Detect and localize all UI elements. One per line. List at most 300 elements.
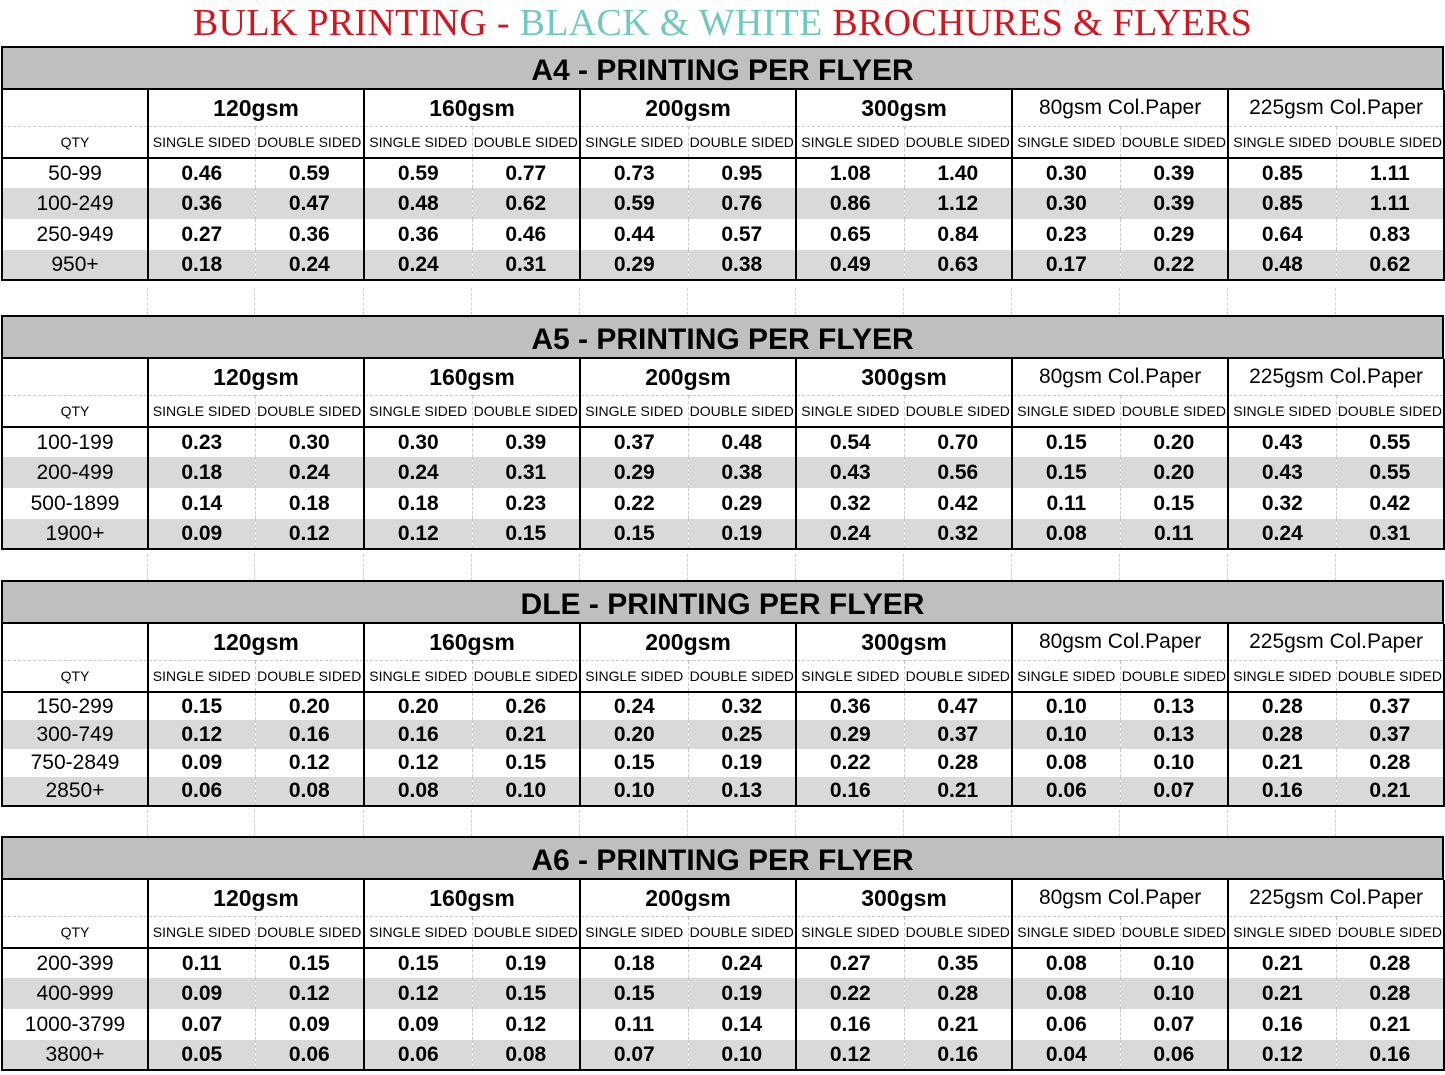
price-cell: 0.55 [1336, 457, 1444, 488]
price-cell: 0.08 [1012, 978, 1120, 1009]
price-cell: 0.21 [1228, 978, 1336, 1009]
gridline [254, 288, 255, 315]
price-cell: 0.16 [796, 777, 904, 806]
price-cell: 0.49 [796, 250, 904, 280]
price-cell: 0.23 [472, 488, 580, 519]
price-cell: 0.18 [364, 488, 472, 519]
gridline [1011, 810, 1012, 836]
price-cell: 1.08 [796, 158, 904, 188]
empty-header-cell [2, 624, 148, 661]
qty-cell: 100-199 [2, 427, 148, 457]
paper-type-header: 300gsm [796, 90, 1012, 127]
price-cell: 0.09 [148, 749, 255, 777]
price-cell: 0.12 [472, 1009, 580, 1040]
price-cell: 0.12 [255, 749, 364, 777]
paper-type-header: 160gsm [364, 880, 580, 917]
price-cell: 1.11 [1336, 188, 1444, 219]
price-cell: 0.32 [688, 692, 796, 720]
gridline [1011, 288, 1012, 315]
price-cell: 0.24 [255, 457, 364, 488]
price-cell: 0.30 [1012, 188, 1120, 219]
price-table [1, 624, 1445, 807]
price-cell: 0.24 [1228, 519, 1336, 549]
price-cell: 0.11 [1120, 519, 1228, 549]
price-cell: 0.15 [1120, 488, 1228, 519]
gridline [903, 288, 904, 315]
price-cell: 0.24 [796, 519, 904, 549]
qty-cell: 150-299 [2, 692, 148, 720]
gridline [1119, 554, 1120, 580]
gridline [363, 810, 364, 836]
price-cell: 0.11 [148, 948, 255, 978]
price-cell: 0.09 [148, 519, 255, 549]
price-table [1, 880, 1445, 1071]
qty-header: QTY [2, 396, 148, 428]
table-row [2, 219, 1444, 250]
section-spacer [1, 288, 1444, 315]
price-cell: 0.06 [1012, 1009, 1120, 1040]
gridline [687, 554, 688, 580]
price-cell: 0.15 [1012, 457, 1120, 488]
price-cell: 0.29 [1120, 219, 1228, 250]
paper-type-header: 225gsm Col.Paper [1228, 90, 1444, 127]
price-cell: 0.22 [796, 978, 904, 1009]
price-cell: 0.10 [1012, 692, 1120, 720]
paper-type-header: 225gsm Col.Paper [1228, 880, 1444, 917]
paper-type-header: 200gsm [580, 359, 796, 396]
double-sided-header: DOUBLE SIDED [688, 917, 796, 949]
price-cell: 0.30 [255, 427, 364, 457]
price-cell: 0.15 [148, 692, 255, 720]
price-cell: 0.15 [580, 978, 688, 1009]
price-cell: 0.32 [904, 519, 1012, 549]
price-cell: 0.12 [364, 519, 472, 549]
single-sided-header: SINGLE SIDED [796, 396, 904, 428]
price-cell: 0.06 [364, 1040, 472, 1070]
price-section [1, 580, 1444, 807]
single-sided-header: SINGLE SIDED [1012, 917, 1120, 949]
qty-cell: 1900+ [2, 519, 148, 549]
double-sided-header: DOUBLE SIDED [472, 917, 580, 949]
table-row [2, 720, 1444, 749]
gridline [471, 554, 472, 580]
price-cell: 0.44 [580, 219, 688, 250]
paper-type-row [2, 90, 1444, 127]
price-cell: 0.15 [580, 749, 688, 777]
price-cell: 0.83 [1336, 219, 1444, 250]
price-cell: 0.76 [688, 188, 796, 219]
paper-type-header: 120gsm [148, 359, 364, 396]
double-sided-header: DOUBLE SIDED [1120, 127, 1228, 159]
single-sided-header: SINGLE SIDED [1228, 396, 1336, 428]
price-cell: 1.40 [904, 158, 1012, 188]
gridline [579, 554, 580, 580]
double-sided-header: DOUBLE SIDED [688, 396, 796, 428]
price-cell: 0.10 [1012, 720, 1120, 749]
section-spacer [1, 810, 1444, 836]
qty-cell: 100-249 [2, 188, 148, 219]
price-cell: 0.47 [904, 692, 1012, 720]
single-sided-header: SINGLE SIDED [580, 661, 688, 693]
price-cell: 0.47 [255, 188, 364, 219]
price-cell: 0.38 [688, 250, 796, 280]
price-cell: 0.24 [255, 250, 364, 280]
double-sided-header: DOUBLE SIDED [904, 127, 1012, 159]
price-cell: 0.12 [364, 749, 472, 777]
price-cell: 0.32 [1228, 488, 1336, 519]
price-cell: 0.13 [1120, 720, 1228, 749]
price-table [1, 359, 1445, 550]
price-cell: 0.22 [796, 749, 904, 777]
price-cell: 0.06 [255, 1040, 364, 1070]
price-cell: 0.36 [796, 692, 904, 720]
table-row [2, 488, 1444, 519]
price-cell: 0.39 [1120, 158, 1228, 188]
price-cell: 0.16 [1228, 777, 1336, 806]
single-sided-header: SINGLE SIDED [148, 396, 255, 428]
price-cell: 0.37 [904, 720, 1012, 749]
price-cell: 0.19 [688, 519, 796, 549]
paper-type-header: 80gsm Col.Paper [1012, 359, 1228, 396]
price-cell: 0.07 [580, 1040, 688, 1070]
price-cell: 0.29 [580, 250, 688, 280]
price-cell: 0.29 [688, 488, 796, 519]
price-cell: 0.39 [472, 427, 580, 457]
price-cell: 0.08 [1012, 519, 1120, 549]
price-cell: 0.25 [688, 720, 796, 749]
gridline [687, 810, 688, 836]
price-cell: 0.14 [148, 488, 255, 519]
paper-type-header: 160gsm [364, 624, 580, 661]
price-cell: 0.28 [1228, 720, 1336, 749]
price-cell: 0.65 [796, 219, 904, 250]
price-cell: 0.36 [255, 219, 364, 250]
price-section [1, 836, 1444, 1071]
price-cell: 0.10 [1120, 948, 1228, 978]
price-cell: 0.86 [796, 188, 904, 219]
paper-type-row [2, 359, 1444, 396]
single-sided-header: SINGLE SIDED [148, 661, 255, 693]
paper-type-header: 120gsm [148, 880, 364, 917]
price-cell: 0.85 [1228, 158, 1336, 188]
price-cell: 0.15 [472, 978, 580, 1009]
single-sided-header: SINGLE SIDED [364, 917, 472, 949]
paper-type-header: 200gsm [580, 90, 796, 127]
paper-type-header: 120gsm [148, 90, 364, 127]
price-cell: 0.62 [1336, 250, 1444, 280]
price-cell: 0.19 [472, 948, 580, 978]
single-sided-header: SINGLE SIDED [364, 661, 472, 693]
price-cell: 0.28 [1228, 692, 1336, 720]
price-cell: 0.12 [255, 519, 364, 549]
price-cell: 0.73 [580, 158, 688, 188]
price-cell: 0.24 [364, 250, 472, 280]
price-cell: 0.46 [148, 158, 255, 188]
title-part-3: BROCHURES & FLYERS [822, 2, 1253, 44]
gridline [903, 554, 904, 580]
gridline [903, 810, 904, 836]
section-title: A6 - PRINTING PER FLYER [1, 836, 1444, 880]
price-cell: 0.18 [580, 948, 688, 978]
price-cell: 0.10 [580, 777, 688, 806]
price-cell: 0.62 [472, 188, 580, 219]
price-cell: 0.29 [796, 720, 904, 749]
double-sided-header: DOUBLE SIDED [255, 917, 364, 949]
price-cell: 0.23 [148, 427, 255, 457]
price-cell: 0.08 [364, 777, 472, 806]
price-cell: 0.84 [904, 219, 1012, 250]
price-cell: 0.11 [1012, 488, 1120, 519]
price-cell: 0.07 [1120, 777, 1228, 806]
price-cell: 0.21 [904, 1009, 1012, 1040]
price-cell: 0.22 [580, 488, 688, 519]
qty-cell: 2850+ [2, 777, 148, 806]
qty-cell: 500-1899 [2, 488, 148, 519]
double-sided-header: DOUBLE SIDED [255, 396, 364, 428]
gridline [1227, 810, 1228, 836]
double-sided-header: DOUBLE SIDED [904, 917, 1012, 949]
double-sided-header: DOUBLE SIDED [472, 396, 580, 428]
qty-header: QTY [2, 917, 148, 949]
gridline [1335, 554, 1336, 580]
gridline [795, 554, 796, 580]
price-cell: 0.15 [472, 749, 580, 777]
price-cell: 0.54 [796, 427, 904, 457]
price-cell: 0.31 [1336, 519, 1444, 549]
qty-cell: 950+ [2, 250, 148, 280]
price-cell: 0.08 [1012, 948, 1120, 978]
price-cell: 0.20 [1120, 427, 1228, 457]
table-row [2, 692, 1444, 720]
price-cell: 0.19 [688, 749, 796, 777]
price-cell: 0.21 [904, 777, 1012, 806]
gridline [579, 288, 580, 315]
qty-header: QTY [2, 661, 148, 693]
empty-header-cell [2, 359, 148, 396]
double-sided-header: DOUBLE SIDED [1336, 661, 1444, 693]
title-part-2: BLACK & WHITE [519, 2, 823, 44]
table-row [2, 250, 1444, 280]
price-cell: 0.12 [796, 1040, 904, 1070]
price-cell: 0.36 [148, 188, 255, 219]
gridline [1119, 288, 1120, 315]
single-sided-header: SINGLE SIDED [1012, 396, 1120, 428]
price-cell: 0.38 [688, 457, 796, 488]
price-cell: 0.10 [1120, 749, 1228, 777]
price-table [1, 90, 1445, 281]
price-cell: 0.06 [1120, 1040, 1228, 1070]
price-cell: 0.21 [1228, 948, 1336, 978]
single-sided-header: SINGLE SIDED [364, 127, 472, 159]
gridline [795, 810, 796, 836]
price-cell: 0.48 [364, 188, 472, 219]
price-cell: 0.18 [255, 488, 364, 519]
single-sided-header: SINGLE SIDED [796, 661, 904, 693]
price-cell: 0.05 [148, 1040, 255, 1070]
price-cell: 0.14 [688, 1009, 796, 1040]
paper-type-header: 160gsm [364, 359, 580, 396]
price-cell: 0.06 [148, 777, 255, 806]
price-cell: 0.18 [148, 457, 255, 488]
gridline [471, 288, 472, 315]
gridline [363, 554, 364, 580]
price-cell: 0.26 [472, 692, 580, 720]
double-sided-header: DOUBLE SIDED [688, 127, 796, 159]
price-cell: 0.08 [1012, 749, 1120, 777]
section-spacer [1, 554, 1444, 580]
price-cell: 0.15 [1012, 427, 1120, 457]
single-sided-header: SINGLE SIDED [796, 917, 904, 949]
gridline [1011, 554, 1012, 580]
paper-type-header: 80gsm Col.Paper [1012, 624, 1228, 661]
single-sided-header: SINGLE SIDED [1228, 661, 1336, 693]
double-sided-header: DOUBLE SIDED [1120, 917, 1228, 949]
single-sided-header: SINGLE SIDED [148, 127, 255, 159]
single-sided-header: SINGLE SIDED [580, 396, 688, 428]
price-cell: 0.27 [796, 948, 904, 978]
sided-row [2, 661, 1444, 693]
price-cell: 0.21 [472, 720, 580, 749]
single-sided-header: SINGLE SIDED [580, 127, 688, 159]
price-cell: 0.13 [688, 777, 796, 806]
double-sided-header: DOUBLE SIDED [1336, 127, 1444, 159]
section-title: DLE - PRINTING PER FLYER [1, 580, 1444, 624]
price-cell: 0.95 [688, 158, 796, 188]
gridline [687, 288, 688, 315]
table-row [2, 427, 1444, 457]
paper-type-header: 300gsm [796, 624, 1012, 661]
price-cell: 0.20 [1120, 457, 1228, 488]
price-cell: 0.31 [472, 457, 580, 488]
table-row [2, 948, 1444, 978]
paper-type-header: 200gsm [580, 624, 796, 661]
price-cell: 0.10 [472, 777, 580, 806]
gridline [363, 288, 364, 315]
table-row [2, 1009, 1444, 1040]
price-cell: 0.24 [688, 948, 796, 978]
price-cell: 0.36 [364, 219, 472, 250]
price-cell: 0.15 [255, 948, 364, 978]
sided-row [2, 127, 1444, 159]
price-cell: 0.85 [1228, 188, 1336, 219]
double-sided-header: DOUBLE SIDED [1120, 396, 1228, 428]
paper-type-header: 120gsm [148, 624, 364, 661]
price-cell: 0.23 [1012, 219, 1120, 250]
price-cell: 0.24 [580, 692, 688, 720]
page-title [0, 0, 1445, 46]
price-cell: 0.12 [255, 978, 364, 1009]
price-cell: 0.09 [148, 978, 255, 1009]
double-sided-header: DOUBLE SIDED [904, 396, 1012, 428]
single-sided-header: SINGLE SIDED [1228, 127, 1336, 159]
price-cell: 0.16 [904, 1040, 1012, 1070]
gridline [147, 554, 148, 580]
price-cell: 0.64 [1228, 219, 1336, 250]
price-cell: 0.43 [796, 457, 904, 488]
gridline [147, 810, 148, 836]
price-cell: 0.37 [1336, 720, 1444, 749]
single-sided-header: SINGLE SIDED [364, 396, 472, 428]
double-sided-header: DOUBLE SIDED [472, 661, 580, 693]
paper-type-header: 80gsm Col.Paper [1012, 90, 1228, 127]
price-cell: 0.28 [904, 978, 1012, 1009]
price-cell: 0.09 [255, 1009, 364, 1040]
price-cell: 0.48 [688, 427, 796, 457]
price-cell: 0.28 [1336, 978, 1444, 1009]
price-cell: 0.13 [1120, 692, 1228, 720]
paper-type-header: 200gsm [580, 880, 796, 917]
price-cell: 0.30 [1012, 158, 1120, 188]
price-cell: 1.12 [904, 188, 1012, 219]
price-cell: 0.28 [1336, 749, 1444, 777]
price-cell: 0.21 [1228, 749, 1336, 777]
qty-cell: 750-2849 [2, 749, 148, 777]
price-cell: 0.55 [1336, 427, 1444, 457]
gridline [254, 554, 255, 580]
paper-type-row [2, 880, 1444, 917]
double-sided-header: DOUBLE SIDED [904, 661, 1012, 693]
gridline [254, 810, 255, 836]
double-sided-header: DOUBLE SIDED [255, 661, 364, 693]
price-cell: 0.12 [148, 720, 255, 749]
price-cell: 0.39 [1120, 188, 1228, 219]
price-cell: 0.18 [148, 250, 255, 280]
table-row [2, 457, 1444, 488]
price-cell: 0.28 [1336, 948, 1444, 978]
price-cell: 0.06 [1012, 777, 1120, 806]
paper-type-header: 80gsm Col.Paper [1012, 880, 1228, 917]
price-cell: 0.21 [1336, 777, 1444, 806]
gridline [1335, 810, 1336, 836]
double-sided-header: DOUBLE SIDED [472, 127, 580, 159]
paper-type-header: 160gsm [364, 90, 580, 127]
price-cell: 0.43 [1228, 427, 1336, 457]
table-row [2, 188, 1444, 219]
table-row [2, 1040, 1444, 1070]
table-row [2, 749, 1444, 777]
price-cell: 0.22 [1120, 250, 1228, 280]
price-cell: 0.08 [255, 777, 364, 806]
price-cell: 0.24 [364, 457, 472, 488]
price-section [1, 46, 1444, 281]
price-cell: 0.37 [580, 427, 688, 457]
single-sided-header: SINGLE SIDED [1012, 661, 1120, 693]
single-sided-header: SINGLE SIDED [796, 127, 904, 159]
price-cell: 0.59 [580, 188, 688, 219]
qty-cell: 250-949 [2, 219, 148, 250]
double-sided-header: DOUBLE SIDED [1336, 917, 1444, 949]
price-cell: 0.77 [472, 158, 580, 188]
qty-cell: 200-499 [2, 457, 148, 488]
price-cell: 0.15 [472, 519, 580, 549]
paper-type-row [2, 624, 1444, 661]
price-cell: 0.59 [255, 158, 364, 188]
price-cell: 0.04 [1012, 1040, 1120, 1070]
price-cell: 0.16 [255, 720, 364, 749]
price-cell: 0.21 [1336, 1009, 1444, 1040]
price-cell: 0.31 [472, 250, 580, 280]
price-cell: 0.10 [1120, 978, 1228, 1009]
price-cell: 0.11 [580, 1009, 688, 1040]
price-cell: 0.42 [1336, 488, 1444, 519]
qty-cell: 3800+ [2, 1040, 148, 1070]
price-cell: 0.19 [688, 978, 796, 1009]
price-cell: 0.35 [904, 948, 1012, 978]
price-cell: 0.42 [904, 488, 1012, 519]
price-cell: 0.07 [1120, 1009, 1228, 1040]
single-sided-header: SINGLE SIDED [580, 917, 688, 949]
price-cell: 0.37 [1336, 692, 1444, 720]
